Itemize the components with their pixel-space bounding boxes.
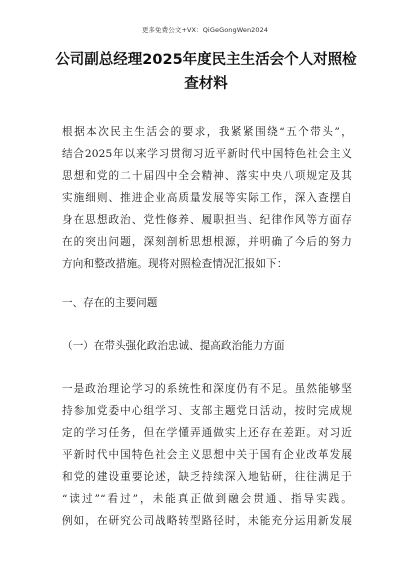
section-heading: 一、存在的主要问题 [62, 297, 158, 309]
subsection-heading: （一）在带头强化政治忠诚、提高政治能力方面 [62, 340, 285, 352]
paragraph-line: 定的学习任务，但在学懂弄通做实上还存在差距。对习近 [62, 427, 352, 439]
intro-line: 结合2025年以来学习贯彻习近平新时代中国特色社会主义 [62, 148, 352, 160]
paragraph-line: 和党的建设重要论述，缺乏持续深入地钻研，往往满足于 [62, 471, 352, 483]
paragraph-line: 例如，在研究公司战略转型路径时，未能充分运用新发展 [62, 515, 352, 527]
paragraph-line: 持参加党委中心组学习、支部主题党日活动，按时完成规 [62, 405, 352, 417]
intro-line: 方向和整改措施。现将对照检查情况汇报如下： [62, 258, 288, 270]
header-note: 更多免费公文+VX：QiGeGongWen2024 [141, 26, 269, 34]
document-title-line-2: 查材料 [184, 76, 228, 92]
paragraph-line: 平新时代中国特色社会主义思想中关于国有企业改革发展 [62, 449, 352, 461]
intro-line: 在的突出问题，深刻剖析思想根源，并明确了今后的努力 [62, 236, 352, 248]
document-title-line-1: 公司副总经理2025年度民主生活会个人对照检 [55, 52, 357, 68]
intro-line: 思想和党的二十届四中全会精神、落实中央八项规定及其 [62, 170, 352, 182]
paragraph-line: 一是政治理论学习的系统性和深度仍有不足。虽然能够坚 [62, 383, 352, 395]
intro-line: 身在思想政治、党性修养、履职担当、纪律作风等方面存 [62, 214, 352, 226]
paragraph-line: “读过”“看过”，未能真正做到融会贯通、指导实践。 [62, 493, 352, 505]
intro-line: 实施细则、推进企业高质量发展等实际工作，深入查摆自 [62, 192, 352, 204]
intro-line: 根据本次民主生活会的要求，我紧紧围绕“五个带头”， [62, 126, 352, 138]
